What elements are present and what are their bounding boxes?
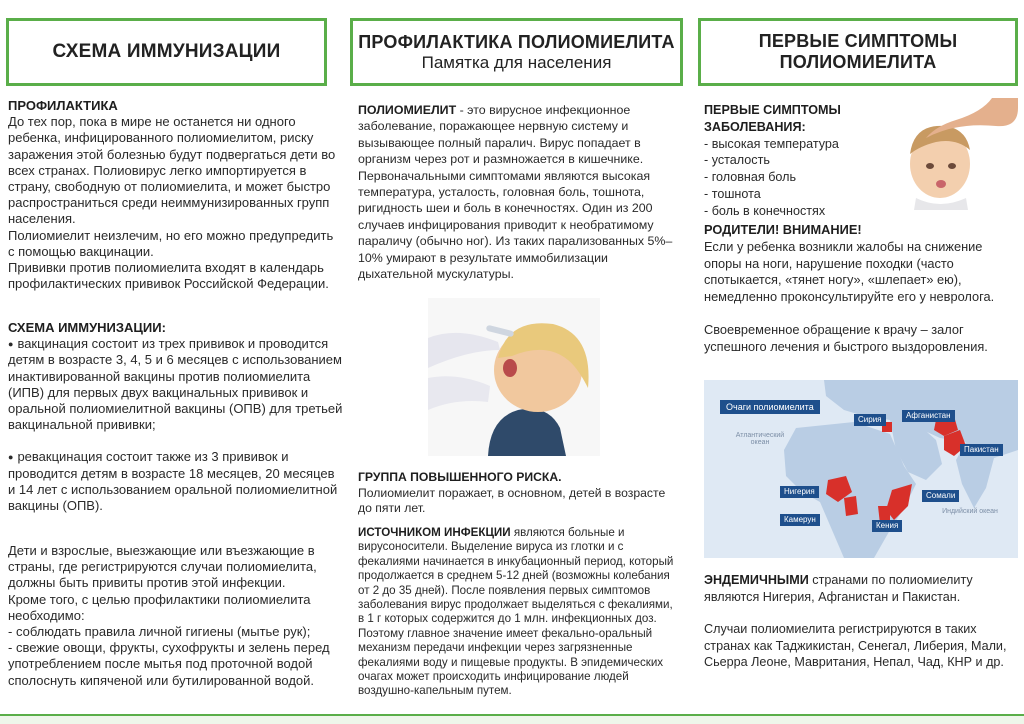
- vegetables-item: - свежие овощи, фрукты, сухофрукты и зелень перед употреблением после мытья под проточной водой сполоснуть кипяченой или бутилированной водой.: [8, 640, 330, 688]
- map-label-syria: Сирия: [854, 414, 886, 426]
- atlantic-label: Атлантический океан: [735, 432, 785, 446]
- endemic-text: странами по полиомиелиту являются Нигерия, Афганистан и Пакистан.: [704, 573, 973, 604]
- parents-section: [704, 222, 1016, 356]
- symptom-item: - усталость: [704, 153, 770, 168]
- parents-text: Если у ребенка возникли жалобы на снижение опоры на ноги, нарушение походки (часто спотыкается, «тянет ногу», «шлепает» ею), немедленно проконсультируйте его у невролога.: [704, 238, 995, 305]
- travel-text: Дети и взрослые, выезжающие или въезжающие в страны, где регистрируются случаи полиомиелита, должны быть привиты против этой инфекции.: [8, 543, 317, 591]
- symptom-item: - боль в конечностях: [704, 203, 826, 218]
- prophylaxis-heading: ПРОФИЛАКТИКА: [8, 98, 118, 113]
- risk-text: Полиомиелит поражает, в основном, детей в возрасте до пяти лет.: [358, 485, 666, 516]
- calendar-text: Прививки против полиомиелита входят в календарь профилактических прививок Российской Федерации.: [8, 260, 329, 292]
- symptom-item: - тошнота: [704, 186, 761, 201]
- risk-section: [358, 470, 680, 517]
- symptoms-heading: ПЕРВЫЕ СИМПТОМЫ ЗАБОЛЕВАНИЯ:: [704, 103, 841, 134]
- polio-text: - это вирусное инфекционное заболевание, поражающее нервную систему и вызывающее полный паралич. Вирус попадает в организм через рот и размножается в кишечнике. Первоначальными симптомами являются высокая температура, усталость, головная боль, тошнота, ригидность шеи и боль в конечностях. Один из 200 случаев инфицирования приводит к необратимому параличу (обычно ног). Из таких парализованных 5%–10% умирают в результате иммобилизации дыхательной мускулатуры.: [358, 103, 673, 282]
- indian-label: Индийский океан: [942, 508, 998, 515]
- sick-child-illustration: [896, 98, 1018, 210]
- endemic-section: [704, 572, 1016, 671]
- risk-heading: ГРУППА ПОВЫШЕННОГО РИСКА.: [358, 470, 562, 484]
- polio-definition: [358, 102, 680, 282]
- child-drops-illustration: [428, 298, 600, 456]
- prophylaxis-text: До тех пор, пока в мире не останется ни одного ребенка, инфицированного полиомиелитом, риску заражения этой болезнью будут подвергаться дети во всех странах. Полиовирус легко импортируется в страну, свободную от полиомиелита, и может быстро распространиться среди неиммунизированных групп населения.: [8, 114, 336, 227]
- symptom-item: - высокая температура: [704, 136, 839, 151]
- scheme-bullet-revaccination: ● ревакцинация состоит также из 3 прививок и проводится детям в возрасте 18 месяцев, 20 месяцев и 14 лет с использованием оральной полиомиелитной вакцины (ОПВ).: [8, 449, 344, 514]
- hygiene-item: - соблюдать правила личной гигиены (мытье рук);: [8, 624, 311, 640]
- symptoms-section: [704, 102, 904, 220]
- parents-heading: РОДИТЕЛИ! ВНИМАНИЕ!: [704, 222, 862, 237]
- polio-hotspots-map: [704, 380, 1018, 558]
- header-subtitle: Памятка для населения: [421, 52, 612, 72]
- header-title: ПРОФИЛАКТИКА ПОЛИОМИЕЛИТА: [358, 31, 675, 52]
- polio-term: ПОЛИОМИЕЛИТ: [358, 103, 457, 117]
- symptoms-list: [704, 136, 904, 220]
- source-term: ИСТОЧНИКОМ ИНФЕКЦИИ: [358, 526, 511, 539]
- scheme-section: [8, 320, 344, 514]
- header-title-line2: ПОЛИОМИЕЛИТА: [779, 52, 937, 72]
- header-title: ПЕРВЫЕ СИМПТОМЫ: [758, 31, 958, 51]
- symptom-item: - головная боль: [704, 170, 797, 185]
- map-label-somalia: Сомали: [922, 490, 959, 502]
- header-box-symptoms: [698, 18, 1018, 86]
- scheme-bullet-vaccination: ● вакцинация состоит из трех прививок и проводится детям в возрасте 3, 4, 5 и 6 месяцев с использованием инактивированной вакцины против полиомиелита (ИПВ) для первых двух вакцинальных прививок и оральной полиомиелитной вакцины (ОПВ) для третьей вакцинальной прививки;: [8, 336, 344, 433]
- map-label-kenya: Кения: [872, 520, 902, 532]
- map-label-afghanistan: Афганистан: [902, 410, 955, 422]
- cameroon-hotspot: [844, 496, 858, 516]
- map-label-pakistan: Пакистан: [960, 444, 1003, 456]
- timely-text: Своевременное обращение к врачу – залог успешного лечения и быстрого выздоровления.: [704, 321, 988, 354]
- travel-section: [8, 543, 344, 689]
- vaccination-photo: [428, 298, 600, 456]
- source-section: [358, 526, 682, 699]
- header-title: СХЕМА ИММУНИЗАЦИИ: [52, 41, 281, 62]
- scheme-heading: СХЕМА ИММУНИЗАЦИИ:: [8, 320, 166, 335]
- prophylaxis-section: [8, 98, 343, 292]
- header-box-prophylaxis: [350, 18, 683, 86]
- map-legend-label: Очаги полиомиелита: [726, 402, 814, 412]
- also-text: Кроме того, с целью профилактики полиомиелита необходимо:: [8, 591, 311, 623]
- footer-band: [0, 714, 1024, 724]
- cases-text: Случаи полиомиелита регистрируются в таких странах как Таджикистан, Сенегал, Либерия, Мали, Сьерра Леоне, Мавритания, Непал, Чад, КНР и др.: [704, 622, 1007, 670]
- map-label-cameroon: Камерун: [780, 514, 820, 526]
- map-label-nigeria: Нигерия: [780, 486, 819, 498]
- header-box-immunization: [6, 18, 327, 86]
- sick-child-photo: [896, 98, 1018, 210]
- map-legend: [720, 400, 820, 414]
- source-text: являются больные и вирусоносители. Выделение вируса из глотки и с фекалиями начинается в инкубационный период, который продолжается в среднем 5-12 дней (возможны колебания от 2 до 35 дней). После появления первых симптомов заболевания вирус продолжает выделяться с фекалиями, в 1 г которых содержится до 1 млн. инфекционных доз. Поэтому главное значение имеет фекально-оральный механизм передачи инфекции через загрязненные фекалиями воду и пищевые продукты. В эпидемических очагах может происходить инфицирование людей воздушно-капельным путем.: [358, 526, 674, 698]
- incurable-text: Полиомиелит неизлечим, но его можно предупредить с помощью вакцинации.: [8, 227, 334, 259]
- endemic-term: ЭНДЕМИЧНЫМИ: [704, 573, 809, 587]
